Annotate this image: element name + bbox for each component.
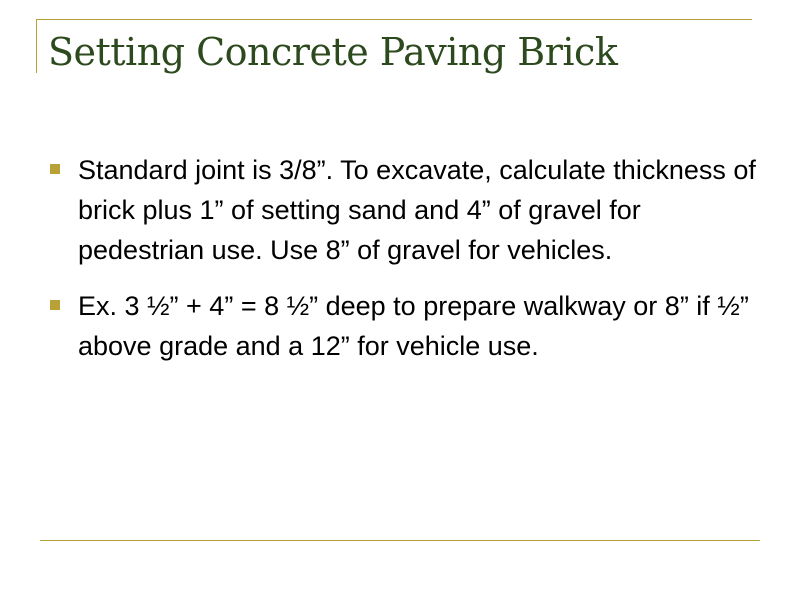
left-divider-line	[36, 19, 37, 73]
bullet-text: Ex. 3 ½” + 4” = 8 ½” deep to prepare walkway or 8” if ½” above grade and a 12” for vehicle use.	[78, 291, 749, 361]
top-divider-line	[36, 19, 752, 20]
bullet-item	[44, 150, 756, 270]
bottom-divider-line	[40, 540, 760, 541]
square-bullet-icon	[50, 300, 60, 310]
square-bullet-icon	[50, 164, 60, 174]
slide-title: Setting Concrete Paving Brick	[48, 30, 618, 74]
bullet-list	[44, 150, 756, 382]
bullet-item	[44, 286, 756, 366]
bullet-text: Standard joint is 3/8”. To excavate, calculate thickness of brick plus 1” of setting sand and 4” of gravel for pedestrian use. Use 8” of gravel for vehicles.	[78, 155, 756, 265]
